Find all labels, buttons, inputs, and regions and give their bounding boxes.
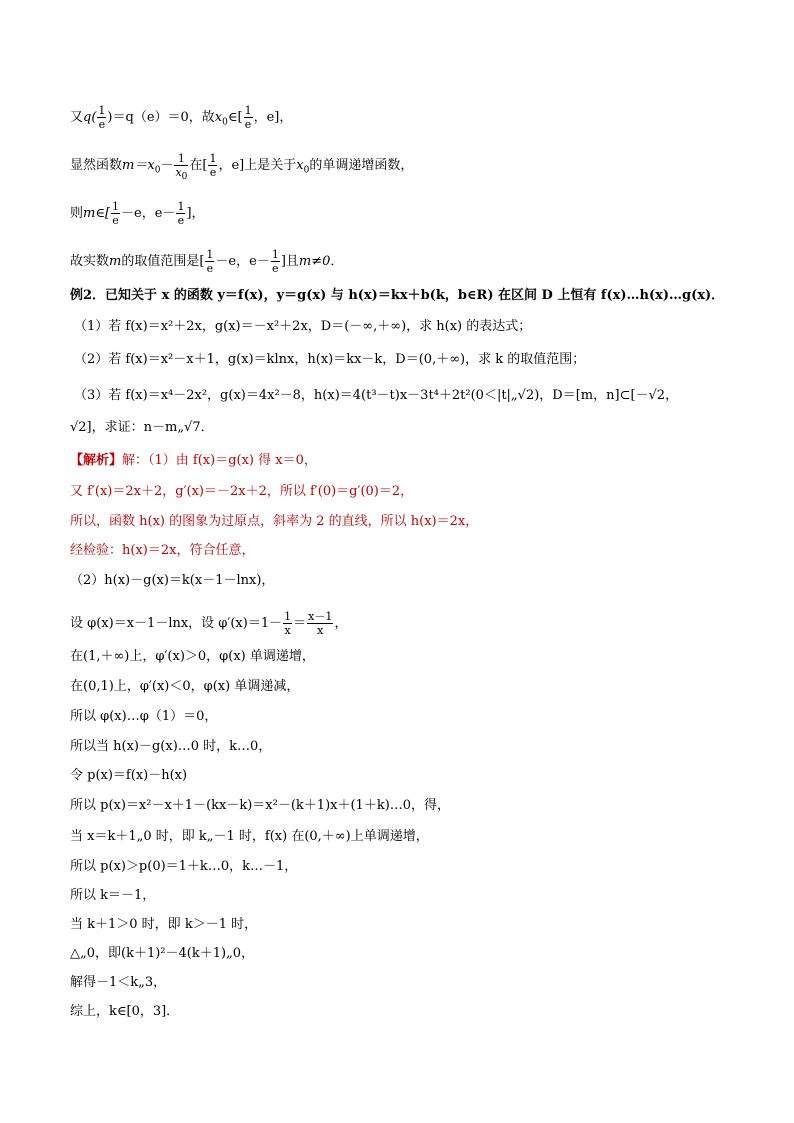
fraction-denominator: x [317,624,324,637]
fraction-numerator: 1 [98,104,106,117]
solution-line-4 [70,248,343,275]
text-run: 故实数 [70,254,110,269]
text-run: ]且 [280,254,299,269]
math-run: x [214,110,223,125]
subscript: 0 [181,172,188,183]
fraction-denominator: e [98,118,106,131]
text-run: 则 [70,206,84,221]
analysis-line-3: 所以，函数 h(x) 的图象为过原点，斜率为 2 的直线，所以 h(x)＝2x， [70,514,479,529]
analysis-line-19: 综上，k∈[0，3]． [70,1004,180,1019]
analysis-line-7: 在(1,＋∞)上，φ′(x)＞0，φ(x) 单调递增， [70,649,315,664]
text-run: 在[ [189,158,208,173]
analysis-line-15: 所以 k＝－1， [70,888,156,903]
text-run: ，e]， [253,110,293,125]
fraction-numerator: 1 [244,104,252,117]
analysis-line-14: 所以 p(x)＞p(0)＝1＋k…0，k…－1， [70,859,298,874]
math-run: m＝x [122,158,155,173]
analysis-line-11: 令 p(x)＝f(x)－h(x) [70,768,188,783]
example-2-part-2: （2）若 f(x)＝x²－x＋1，g(x)＝klnx，h(x)＝kx－k，D＝(0,＋∞)，求 k 的取值范围； [74,352,586,367]
text-run: ， [334,616,348,631]
analysis-line-12: 所以 p(x)＝x²－x＋1－(kx－k)＝x²－(k＋1)x＋(1＋k)…0，得， [70,798,451,813]
fraction-denominator: e [244,118,252,131]
text-run: 解：（1）由 f(x)＝g(x) 得 x＝0， [122,453,317,468]
math-run: m∈[ [83,206,111,221]
fraction-numerator: x－1 [308,610,333,623]
example-2-statement: 例2．已知关于 x 的函数 y＝f(x)，y＝g(x) 与 h(x)＝kx＋b(k，b∈R) 在区间 D 上恒有 f(x)…h(x)…g(x)． [70,288,725,303]
text-run: －e，e－ [215,254,270,269]
fraction-numerator: 1 [271,248,279,261]
text-run: ＝ [293,616,307,631]
math-run: q( [83,110,97,125]
fraction [176,200,185,227]
analysis-line-2: 又 f′(x)＝2x＋2，g′(x)＝－2x＋2，所以 f′(0)＝g′(0)＝2， [70,484,414,499]
fraction [271,248,280,275]
fraction-numerator: 1 [284,610,292,623]
fraction-denominator: e [209,166,217,179]
subscript: 0 [303,165,310,176]
analysis-line-18: 解得－1＜k„3， [70,975,167,990]
text-run: 显然函数 [70,158,123,173]
fraction-denominator: e [177,214,185,227]
subscript: 0 [222,117,228,128]
fraction-denominator: e [272,262,279,275]
text-run: 设 φ(x)＝x－1－lnx，设 φ′(x)＝1－ [70,616,283,631]
text-run: ]， [186,206,205,221]
text-run: )＝q（e）＝0，故 [107,110,215,125]
fraction [205,248,214,275]
math-run: x [175,166,182,179]
analysis-line-5: （2）h(x)－g(x)＝k(x－1－lnx)， [70,573,275,588]
solution-line-3 [70,200,205,227]
fraction [174,152,188,183]
text-run: 又 [70,110,84,125]
math-run: x [296,158,304,173]
text-run: －e，e－ [121,206,176,221]
math-run: m [109,254,122,269]
fraction [97,104,106,131]
analysis-line-4: 经检验：h(x)＝2x，符合任意， [70,543,255,558]
fraction-denominator: e [112,214,119,227]
fraction-numerator: 1 [177,200,185,213]
fraction-denominator: e [206,262,214,275]
fraction [111,200,120,227]
fraction-numerator: 1 [206,248,214,261]
solution-line-2 [70,152,414,183]
fraction [283,610,292,637]
text-run: ，e]上是关于 [218,158,297,173]
solution-line-1 [70,104,292,131]
analysis-line-1 [70,452,317,470]
fraction [307,610,333,637]
fraction [208,152,217,179]
text-run: 的单调递增函数， [309,158,414,173]
example-2-part-1: （1）若 f(x)＝x²＋2x，g(x)＝－x²＋2x，D＝(－∞,＋∞)，求 h(x) 的表达式； [74,319,532,334]
fraction-denominator [174,166,188,183]
fraction-denominator: x [284,624,291,637]
text-run: － [160,158,174,173]
analysis-line-10: 所以当 h(x)－g(x)…0 时，k…0， [70,739,272,754]
text-run: ． [330,254,344,269]
fraction-numerator: 1 [209,152,217,165]
math-run: m≠0 [298,254,331,269]
analysis-line-17: △„0，即(k＋1)²－4(k＋1)„0， [70,946,255,961]
example-2-part-3: （3）若 f(x)＝x⁴－2x²，g(x)＝4x²－8，h(x)＝4(t³－t)x－3t⁴＋2t²(0＜|t|„√2)，D＝[m，n]⊂[－√2， [74,388,679,403]
fraction [244,104,253,131]
example-2-part-3-cont: √2]，求证：n－m„√7． [70,420,214,435]
subscript: 0 [154,165,161,176]
text-run: ∈[ [227,110,243,125]
analysis-line-16: 当 k＋1＞0 时，即 k＞－1 时， [70,917,258,932]
text-run: 的取值范围是[ [121,254,205,269]
analysis-label: 【解析】 [70,453,123,468]
fraction-numerator: 1 [174,152,188,166]
analysis-line-13: 当 x＝k＋1„0 时，即 k„－1 时，f(x) 在(0,＋∞)上单调递增， [70,829,429,844]
analysis-line-6 [70,610,347,637]
analysis-line-9: 所以 φ(x)…φ（1）＝0， [70,709,218,724]
analysis-line-8: 在(0,1)上，φ′(x)＜0，φ(x) 单调递减， [70,679,300,694]
fraction-numerator: 1 [112,200,120,213]
